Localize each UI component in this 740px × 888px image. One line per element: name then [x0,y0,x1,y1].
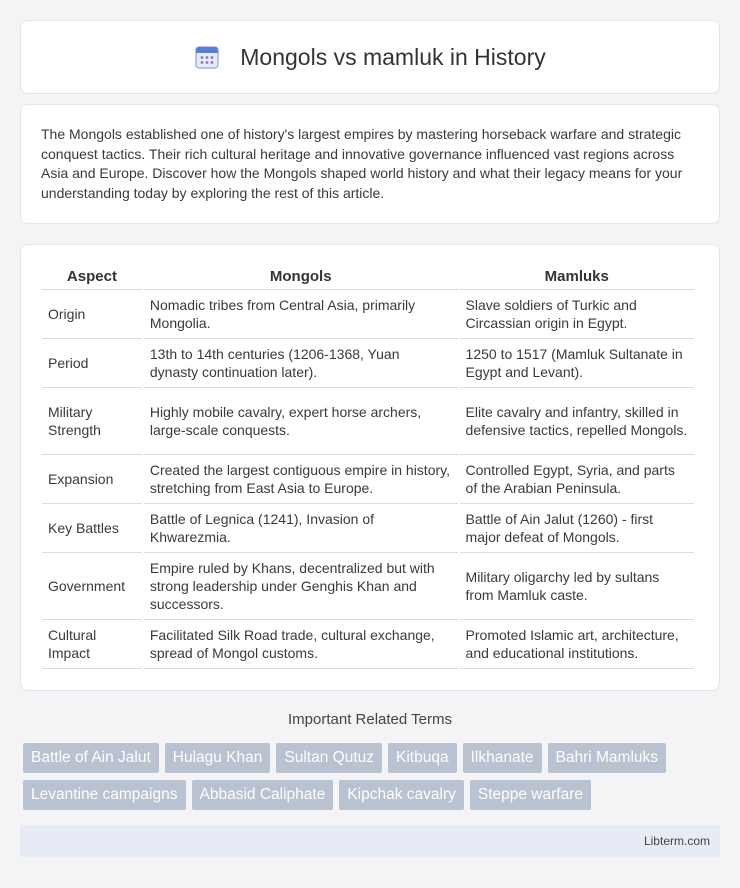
cell-mongols: Empire ruled by Khans, decentralized but with strong leadership under Genghis Khan and successors. [144,553,458,620]
related-term-tag[interactable]: Battle of Ain Jalut [23,743,159,773]
table-row [42,388,694,455]
cell-mongols: Facilitated Silk Road trade, cultural exchange, spread of Mongol customs. [144,620,458,669]
cell-aspect: Key Battles [42,504,142,553]
related-term-tag[interactable]: Sultan Qutuz [276,743,382,773]
table-header-row [42,266,694,290]
table-row [42,455,694,504]
cell-mamluks: Slave soldiers of Turkic and Circassian origin in Egypt. [460,290,694,339]
header-aspect: Aspect [42,266,142,290]
table-row [42,620,694,669]
table-row [42,553,694,620]
header-card [20,20,720,94]
cell-mamluks: Elite cavalry and infantry, skilled in defensive tactics, repelled Mongols. [460,388,694,455]
cell-mongols: Battle of Legnica (1241), Invasion of Khwarezmia. [144,504,458,553]
related-term-tag[interactable]: Abbasid Caliphate [192,780,334,810]
related-term-tag[interactable]: Bahri Mamluks [548,743,667,773]
cell-aspect: Government [42,553,142,620]
cell-mamluks: Promoted Islamic art, architecture, and educational institutions. [460,620,694,669]
cell-aspect: Cultural Impact [42,620,142,669]
related-term-tag[interactable]: Steppe warfare [470,780,591,810]
related-term-tag[interactable]: Kitbuqa [388,743,457,773]
footer [20,825,720,857]
related-term-tag[interactable]: Levantine campaigns [23,780,186,810]
comparison-table [40,266,696,669]
footer-site-link[interactable]: Libterm.com [643,834,710,848]
cell-mamluks: Battle of Ain Jalut (1260) - first major defeat of Mongols. [460,504,694,553]
page-title: Mongols vs mamluk in History [240,43,546,70]
related-term-tag[interactable]: Kipchak cavalry [339,780,464,810]
related-term-tag[interactable]: Hulagu Khan [165,743,271,773]
cell-mamluks: Controlled Egypt, Syria, and parts of the Arabian Peninsula. [460,455,694,504]
intro-card [20,104,720,224]
cell-aspect: Origin [42,290,142,339]
table-row [42,290,694,339]
comparison-card [20,244,720,691]
calendar-icon [194,44,220,70]
cell-aspect: Period [42,339,142,388]
cell-mongols: Nomadic tribes from Central Asia, primarily Mongolia. [144,290,458,339]
header-mongols: Mongols [144,266,458,290]
cell-mongols: Highly mobile cavalry, expert horse archers, large-scale conquests. [144,388,458,455]
cell-mamluks: Military oligarchy led by sultans from Mamluk caste. [460,553,694,620]
cell-mamluks: 1250 to 1517 (Mamluk Sultanate in Egypt and Levant). [460,339,694,388]
related-terms-list [23,743,703,810]
cell-mongols: Created the largest contiguous empire in history, stretching from East Asia to Europe. [144,455,458,504]
cell-aspect: Expansion [42,455,142,504]
title-wrap [194,44,545,71]
intro-text: The Mongols established one of history's largest empires by mastering horseback warfare and strategic conquest tactics. Their rich cultural heritage and innovative governance influenced vast regions across Asia and Europe. Discover how the Mongols shaped world history and what their legacy means for your understanding today by exploring the rest of this article. [41,126,683,201]
cell-mongols: 13th to 14th centuries (1206-1368, Yuan dynasty continuation later). [144,339,458,388]
header-mamluks: Mamluks [460,266,694,290]
related-term-tag[interactable]: Ilkhanate [463,743,542,773]
table-row [42,339,694,388]
related-terms-heading: Important Related Terms [288,711,452,728]
table-row [42,504,694,553]
cell-aspect: Military Strength [42,388,142,455]
